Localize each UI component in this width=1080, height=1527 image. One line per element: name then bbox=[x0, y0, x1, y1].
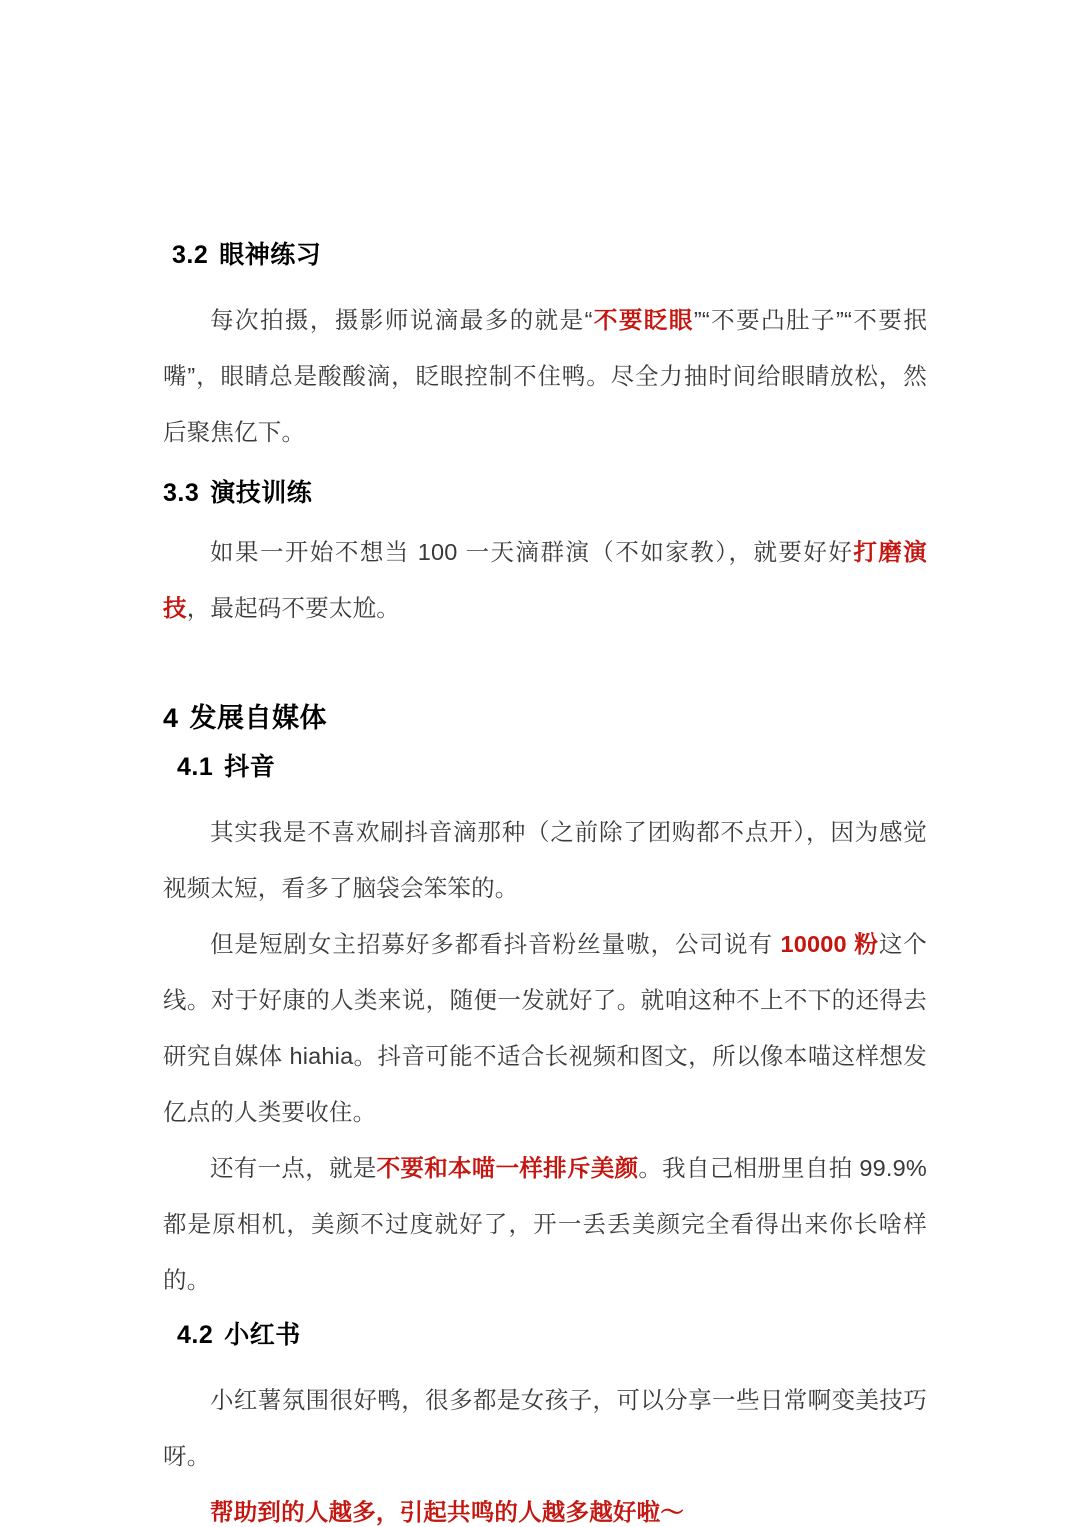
text-run: 这个线。对于好康的人类来说，随便一发就好了。就咱这种不上不下的还得去研究自媒体 hiahia。抖音可能不适合长视频和图文，所以像本喵这样想发亿点的人类要收住。 bbox=[163, 931, 927, 1125]
text-run: 但是短剧女主招募好多都看抖音粉丝量嗷，公司说有 bbox=[210, 931, 781, 957]
paragraph-4-2-1: 小红薯氛围很好鸭，很多都是女孩子，可以分享一些日常啊变美技巧呀。 bbox=[163, 1387, 927, 1469]
heading-4-number: 4 bbox=[163, 703, 179, 733]
spacer bbox=[163, 636, 927, 698]
highlight-run: 打磨演技 bbox=[163, 539, 927, 621]
text-run: ”“不要凸肚子”“不要抿嘴”，眼睛总是酸酸滴，眨眼控制不住鸭。尽全力抽时间给眼睛放松，然后聚焦亿下。 bbox=[163, 307, 927, 445]
text-run: ，最起码不要太尬。 bbox=[186, 595, 401, 621]
paragraph-4-1-2 bbox=[163, 916, 927, 1140]
paragraph-4-1-3 bbox=[163, 1140, 927, 1308]
heading-3-3-title: 演技训练 bbox=[210, 479, 313, 507]
text-run: 每次拍摄，摄影师说滴最多的就是“ bbox=[210, 307, 593, 333]
heading-3-2 bbox=[163, 236, 927, 274]
heading-4-1 bbox=[163, 748, 927, 786]
heading-4-1-title: 抖音 bbox=[224, 753, 276, 781]
heading-4-1-number: 4.1 bbox=[177, 753, 214, 781]
heading-3-2-number: 3.2 bbox=[172, 241, 209, 269]
paragraph-3-3-1 bbox=[163, 524, 927, 636]
heading-4-2-number: 4.2 bbox=[177, 1321, 214, 1349]
spacer bbox=[163, 274, 927, 292]
document-content bbox=[163, 236, 927, 1527]
highlight-run: 不要眨眼 bbox=[592, 307, 694, 333]
spacer bbox=[163, 1308, 927, 1316]
highlight-run: 10000 粉 bbox=[780, 931, 879, 957]
spacer bbox=[163, 460, 927, 474]
heading-4-title: 发展自媒体 bbox=[189, 703, 328, 733]
highlight-run: 不要和本喵一样排斥美颜 bbox=[376, 1155, 639, 1181]
paragraph-4-1-1: 其实我是不喜欢刷抖音滴那种（之前除了团购都不点开），因为感觉视频太短，看多了脑袋会笨笨的。 bbox=[163, 819, 927, 901]
text-run: 还有一点，就是 bbox=[210, 1155, 377, 1181]
spacer bbox=[163, 786, 927, 804]
spacer bbox=[163, 1354, 927, 1372]
heading-3-2-title: 眼神练习 bbox=[219, 241, 322, 269]
heading-4-2 bbox=[163, 1316, 927, 1354]
heading-4 bbox=[163, 698, 927, 738]
paragraph-4-2-2-highlight: 帮助到的人越多，引起共鸣的人越多越好啦～ bbox=[210, 1499, 684, 1525]
text-run: 如果一开始不想当 100 一天滴群演（不如家教），就要好好 bbox=[210, 539, 854, 565]
spacer bbox=[163, 738, 927, 748]
text-run: 。我自己相册里自拍 99.9%都是原相机，美颜不过度就好了，开一丢丢美颜完全看得出来你长啥样的。 bbox=[163, 1155, 928, 1293]
heading-3-3-number: 3.3 bbox=[163, 479, 200, 507]
spacer bbox=[163, 512, 927, 524]
heading-3-3 bbox=[163, 474, 927, 512]
paragraph-3-2-1 bbox=[163, 292, 927, 460]
heading-4-2-title: 小红书 bbox=[224, 1321, 301, 1349]
